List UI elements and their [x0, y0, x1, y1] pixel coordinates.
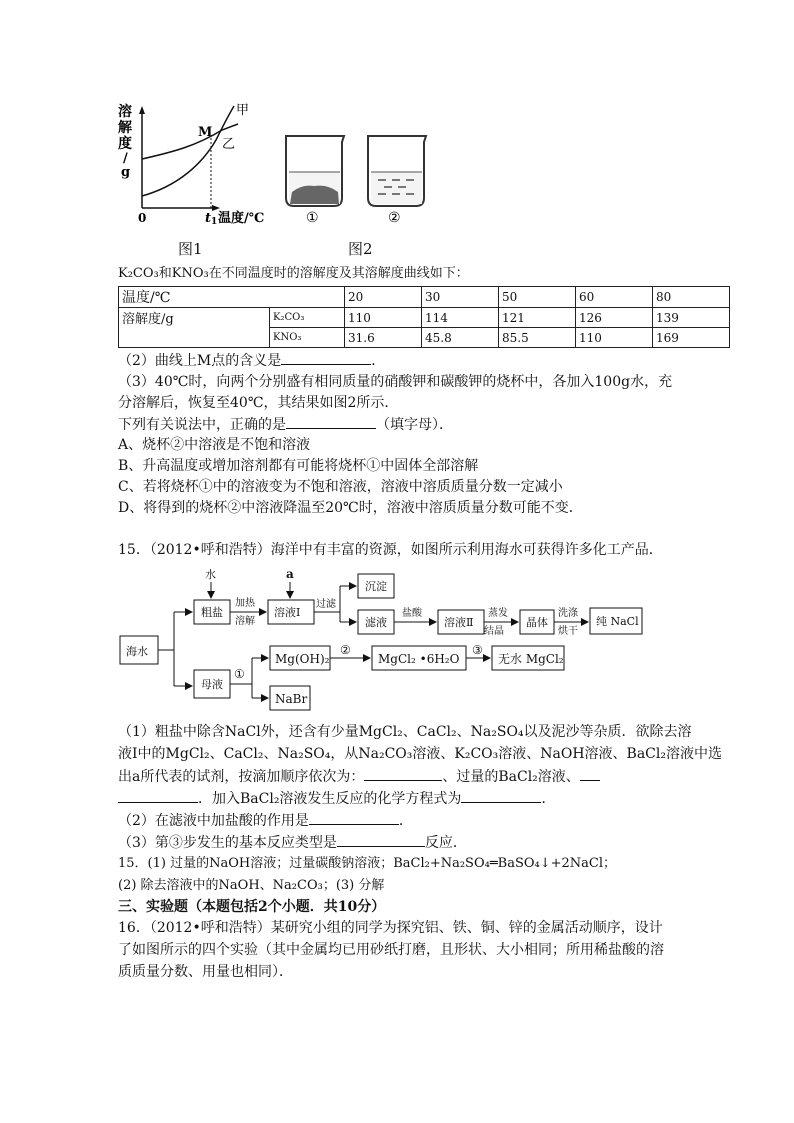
answer-line1: 15．(1) 过量的NaOH溶液；过量碳酸钠溶液；BaCl₂+Na₂SO₄═BaSO₄↓+2NaCl；	[118, 856, 617, 871]
answer-blank[interactable]	[461, 788, 541, 803]
answer-blank[interactable]	[286, 414, 376, 429]
table-cell: 80	[653, 287, 730, 308]
mother-liquor-label: 母液	[201, 678, 223, 691]
table-cell: KNO₃	[270, 328, 345, 348]
table-cell: 126	[576, 308, 653, 328]
answer-line2: (2) 除去溶液中的NaOH、Na₂CO₃；(3) 分解	[118, 878, 385, 893]
figure2-caption: 图2	[348, 240, 373, 258]
precipitate-label: 沉淀	[365, 580, 387, 593]
water-label: 水	[205, 568, 216, 581]
answer-blank[interactable]	[580, 766, 600, 781]
solution-1-label: 溶液Ⅰ	[274, 606, 301, 619]
solubility-table	[118, 286, 730, 348]
p1-text: 出a所代表的试剂，按滴加顺序依次为：	[118, 769, 365, 785]
step-2-label: ②	[340, 643, 351, 657]
y-axis-label-4: /	[123, 151, 128, 166]
figure1-caption: 图1	[178, 240, 203, 258]
question-2	[118, 350, 385, 371]
y-axis-arrow	[139, 106, 145, 114]
p2-end: ．	[398, 813, 413, 829]
p3-end: 反应．	[424, 835, 467, 851]
option-c: C、若将烧杯①中的溶液变为不饱和溶液，溶液中溶质质量分数一定减小	[118, 479, 563, 495]
nabr-label: NaBr	[275, 692, 308, 706]
curve-jia	[142, 106, 234, 196]
step-1-label: ①	[234, 667, 245, 681]
table-cell: 121	[499, 308, 576, 328]
table-cell: 85.5	[499, 328, 576, 348]
t1-label: t	[205, 211, 212, 226]
question-16-line2: 了如图所示的四个实验（其中金属均已用砂纸打磨，且形状、大小相同；所用稀盐酸的溶	[118, 942, 664, 958]
part-2	[118, 810, 413, 831]
q2-end: ．	[371, 353, 386, 369]
point-m-label: M	[198, 125, 213, 140]
y-axis-label-5: g	[121, 165, 131, 180]
question-16-line3: 质质量分数、用量也相同）．	[118, 964, 293, 980]
mgoh2-label: Mg(OH)₂	[275, 652, 330, 666]
question-3-line2: 分溶解后，恢复至40℃，其结果如图2所示．	[118, 395, 399, 411]
question-16-line1: 16．（2012•呼和浩特）某研究小组的同学为探究铝、铁、铜、锌的金属活动顺序，设计	[118, 920, 663, 936]
question-3-line3	[118, 414, 453, 435]
table-cell: 110	[576, 328, 653, 348]
p1-text: ．	[541, 791, 556, 807]
curve-yi-label: 乙	[222, 137, 236, 152]
beaker-2-label: ②	[388, 210, 401, 224]
x-axis-label: 温度/℃	[218, 211, 265, 226]
heat-label: 加热	[235, 598, 255, 609]
beakers-figure	[278, 132, 444, 224]
part-1-line3	[118, 766, 600, 787]
mgcl2-hydrate-label: MgCl₂ •6H₂O	[378, 652, 460, 666]
dry-label: 烘干	[558, 626, 578, 637]
table-cell: 31.6	[345, 328, 422, 348]
answer-blank[interactable]	[281, 350, 371, 365]
wash-label: 洗涤	[558, 608, 578, 619]
beaker-1-label: ①	[306, 210, 319, 224]
y-axis-label-2: 解	[118, 120, 132, 136]
y-axis-label-3: 度	[118, 136, 132, 152]
q3-end: （填字母）．	[376, 417, 453, 433]
table-cell: 169	[653, 328, 730, 348]
table-cell: 114	[422, 308, 499, 328]
answer-blank[interactable]	[337, 832, 425, 847]
q3-text: 下列有关说法中，正确的是	[118, 417, 286, 433]
seawater-label: 海水	[126, 645, 148, 658]
table-row	[119, 308, 730, 328]
step-3-label: ③	[472, 643, 483, 657]
option-a: A、烧杯②中溶液是不饱和溶液	[118, 437, 311, 453]
p3-text: （3）第③步发生的基本反应类型是	[118, 835, 337, 851]
evaporate-label: 蒸发	[488, 608, 508, 619]
table-cell: K₂CO₃	[270, 308, 345, 328]
crude-salt-label: 粗盐	[201, 606, 223, 619]
solubility-curve-figure	[118, 102, 278, 226]
table-cell: 45.8	[422, 328, 499, 348]
table-cell: 110	[345, 308, 422, 328]
hcl-label: 盐酸	[402, 608, 422, 619]
table-row	[119, 287, 730, 308]
table-intro: K₂CO₃和KNO₃在不同温度时的溶解度及其溶解度曲线如下：	[118, 266, 469, 281]
part-1-line4	[118, 788, 555, 809]
answer-blank[interactable]	[118, 788, 198, 803]
table-cell: 30	[422, 287, 499, 308]
q2-text: （2）曲线上M点的含义是	[118, 353, 282, 369]
y-axis-label-1: 溶	[118, 104, 132, 120]
filtrate-label: 滤液	[365, 616, 387, 629]
option-b: B、升高温度或增加溶剂都有可能将烧杯①中固体全部溶解	[118, 458, 479, 474]
table-cell: 60	[576, 287, 653, 308]
question-15-title: 15．（2012•呼和浩特）海洋中有丰富的资源，如图所示利用海水可获得许多化工产品．	[118, 542, 663, 558]
part-3	[118, 832, 467, 853]
p2-text: （2）在滤液中加盐酸的作用是	[118, 813, 309, 829]
option-d: D、将得到的烧杯②中溶液降温至20℃时，溶液中溶质质量分数可能不变．	[118, 500, 583, 516]
reagent-a-label: a	[286, 567, 294, 581]
p1-text: 、过量的BaCl₂溶液、	[442, 769, 580, 785]
part-1-line1: （1）粗盐中除含NaCl外，还含有少量MgCl₂、CaCl₂、Na₂SO₄以及泥沙等杂质．欲除去溶	[118, 724, 692, 740]
table-cell: 50	[499, 287, 576, 308]
dissolve-label: 溶解	[235, 616, 255, 627]
answer-blank[interactable]	[309, 810, 399, 825]
beaker-2-liquid	[371, 172, 422, 204]
part-1-line2: 液Ⅰ中的MgCl₂、CaCl₂、Na₂SO₄，从Na₂CO₃溶液、K₂CO₃溶液、NaOH溶液、BaCl₂溶液中选	[118, 746, 722, 762]
solution-2-label: 溶液Ⅱ	[444, 616, 474, 629]
p1-text: ．加入BaCl₂溶液发生反应的化学方程式为	[198, 791, 462, 807]
table-cell: 20	[345, 287, 422, 308]
question-3-line1: （3）40℃时，向两个分别盛有相同质量的硝酸钾和碳酸钾的烧杯中，各加入100g水，充	[118, 374, 673, 390]
origin-label: 0	[138, 211, 147, 225]
t1-subscript: 1	[211, 217, 218, 226]
filter-label: 过滤	[316, 599, 336, 610]
mgcl2-anhydrous-label: 无水 MgCl₂	[498, 652, 564, 666]
solubility-header: 溶解度/g	[119, 308, 270, 348]
temp-header: 温度/℃	[119, 287, 345, 308]
answer-blank[interactable]	[364, 766, 442, 781]
crystallize-label: 结晶	[484, 626, 504, 637]
table-cell: 139	[653, 308, 730, 328]
curve-jia-label: 甲	[236, 103, 250, 118]
section-3-heading: 三、实验题（本题包括2个小题．共10分）	[118, 899, 386, 915]
pure-nacl-label: 纯 NaCl	[596, 615, 639, 628]
crystal-label: 晶体	[526, 616, 548, 629]
seawater-flowchart	[118, 566, 648, 712]
